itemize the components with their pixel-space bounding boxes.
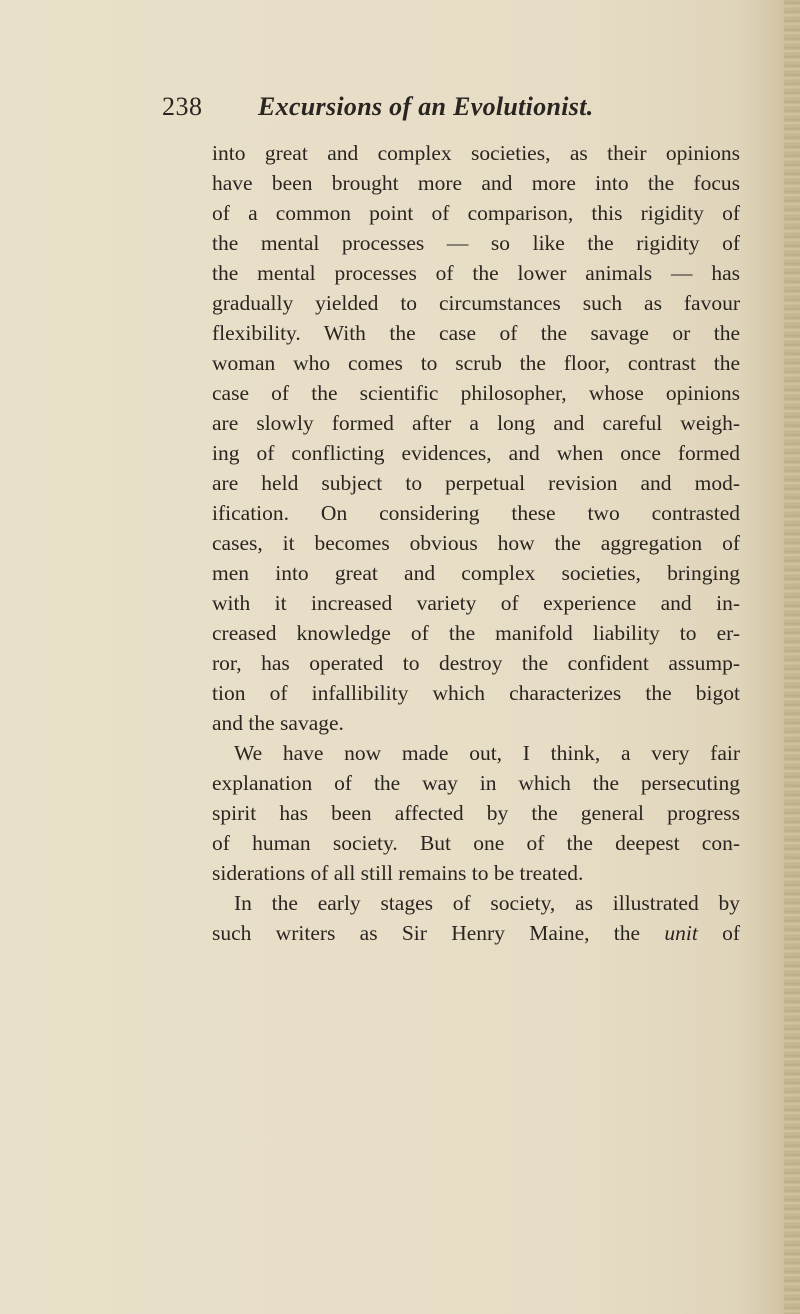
text-line: are slowly formed after a long and careful weigh-	[212, 411, 740, 435]
text-line: are held subject to perpetual revision and mod-	[212, 471, 740, 495]
text-line: into great and complex societies, as their opinions	[212, 141, 740, 165]
text-line-final	[212, 918, 740, 948]
text-line: have been brought more and more into the focus	[212, 171, 740, 195]
running-title: Excursions of an Evolutionist.	[258, 92, 594, 121]
page-edge	[784, 0, 800, 1314]
text-line: In the early stages of society, as illustrated by	[234, 891, 740, 915]
text-line: cases, it becomes obvious how the aggregation of	[212, 531, 740, 555]
text-line: explanation of the way in which the persecuting	[212, 771, 740, 795]
text-line: the mental processes — so like the rigidity of	[212, 231, 740, 255]
text-line: creased knowledge of the manifold liability to er-	[212, 621, 740, 645]
text-line: tion of infallibility which characterizes the bigot	[212, 681, 740, 705]
page-number: 238	[162, 92, 203, 121]
text-line: and the savage.	[212, 711, 344, 735]
text-line: ror, has operated to destroy the confident assump-	[212, 651, 740, 675]
text-line: ing of conflicting evidences, and when once formed	[212, 441, 740, 465]
page-header	[0, 92, 800, 132]
text-line: woman who comes to scrub the floor, contrast the	[212, 351, 740, 375]
text-line: siderations of all still remains to be treated.	[212, 861, 584, 885]
body-text	[212, 138, 740, 948]
text-line: the mental processes of the lower animals — has	[212, 261, 740, 285]
text-line: case of the scientific philosopher, whose opinions	[212, 381, 740, 405]
text-line: with it increased variety of experience and in-	[212, 591, 740, 615]
text-line: gradually yielded to circumstances such as favour	[212, 291, 740, 315]
text-line: ification. On considering these two contrasted	[212, 501, 740, 525]
text-line-start: such writers as Sir Henry Maine, the	[212, 921, 641, 945]
text-line: men into great and complex societies, bringing	[212, 561, 740, 585]
text-line: We have now made out, I think, a very fair	[234, 741, 740, 765]
text-line: spirit has been affected by the general progress	[212, 801, 740, 825]
emphasized-word: unit	[664, 921, 698, 945]
text-line: of a common point of comparison, this rigidity of	[212, 201, 740, 225]
text-line-end: of	[722, 921, 740, 945]
text-line: of human society. But one of the deepest con-	[212, 831, 740, 855]
text-line: flexibility. With the case of the savage or the	[212, 321, 740, 345]
